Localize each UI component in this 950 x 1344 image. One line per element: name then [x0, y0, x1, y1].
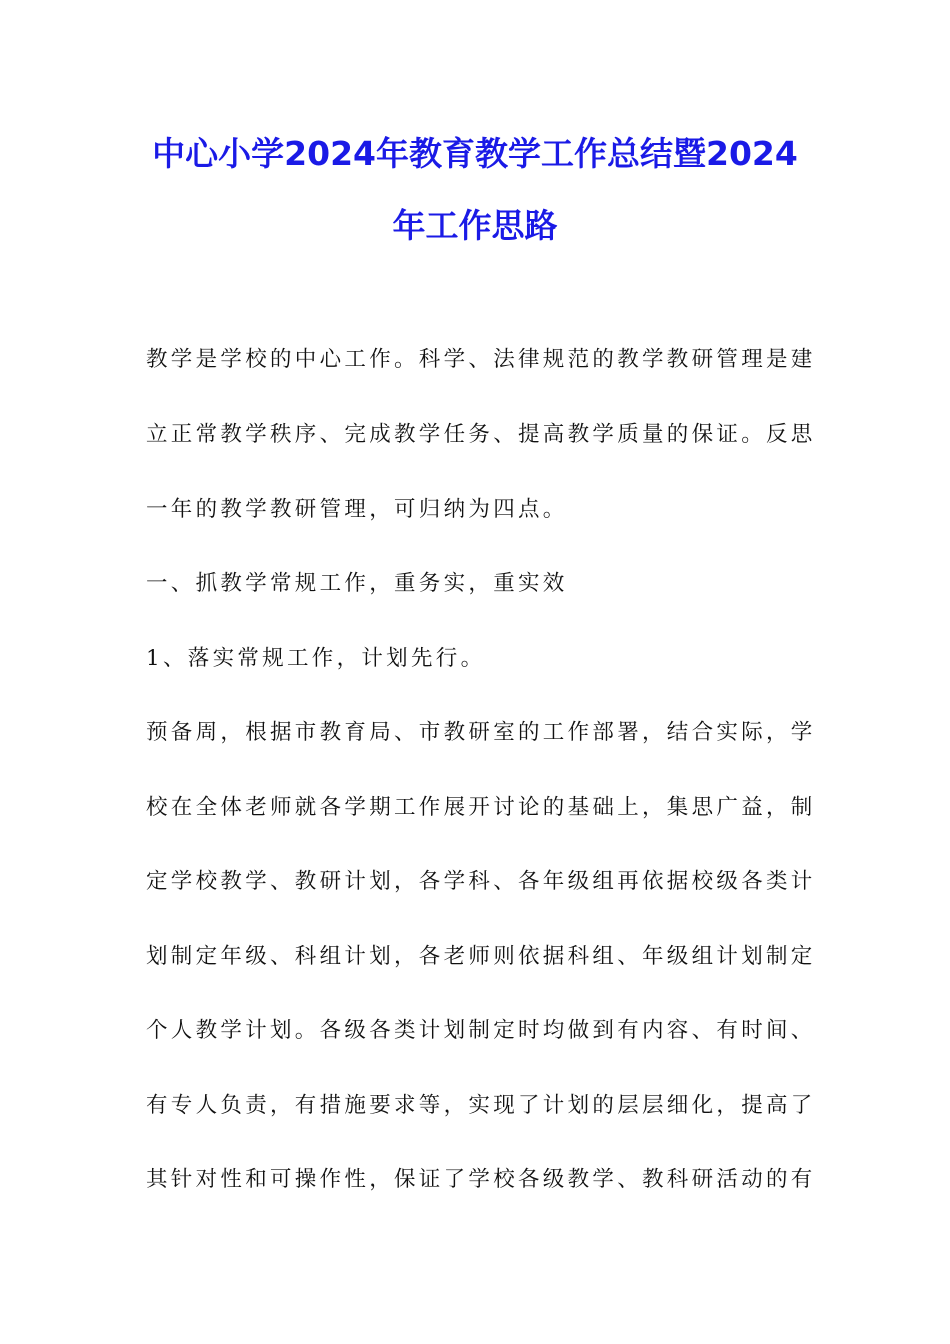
body-line-10: 个人教学计划。各级各类计划制定时均做到有内容、有时间、 [146, 1018, 816, 1043]
body-line-12: 其针对性和可操作性，保证了学校各级教学、教科研活动的有 [146, 1167, 816, 1192]
body-line-8: 定学校教学、教研计划，各学科、各年级组再依据校级各类计 [146, 869, 816, 894]
body-line-1: 教学是学校的中心工作。科学、法律规范的教学教研管理是建 [146, 347, 816, 372]
body-line-9: 划制定年级、科组计划，各老师则依据科组、年级组计划制定 [146, 944, 816, 969]
body-line-2: 立正常教学秩序、完成教学任务、提高教学质量的保证。反思 [146, 422, 816, 447]
body-line-3: 一年的教学教研管理，可归纳为四点。 [146, 497, 568, 522]
body-line-6: 预备周，根据市教育局、市教研室的工作部署，结合实际，学 [146, 720, 816, 745]
subsection-heading: 1、落实常规工作，计划先行。 [146, 646, 486, 671]
document-title-line-2: 年工作思路 [392, 206, 558, 245]
body-line-11: 有专人负责，有措施要求等，实现了计划的层层细化，提高了 [146, 1093, 816, 1118]
document-title-line-1: 中心小学2024年教育教学工作总结暨2024 [152, 134, 798, 173]
body-line-7: 校在全体老师就各学期工作展开讨论的基础上，集思广益，制 [146, 795, 816, 820]
section-heading: 一、抓教学常规工作，重务实，重实效 [146, 571, 568, 596]
